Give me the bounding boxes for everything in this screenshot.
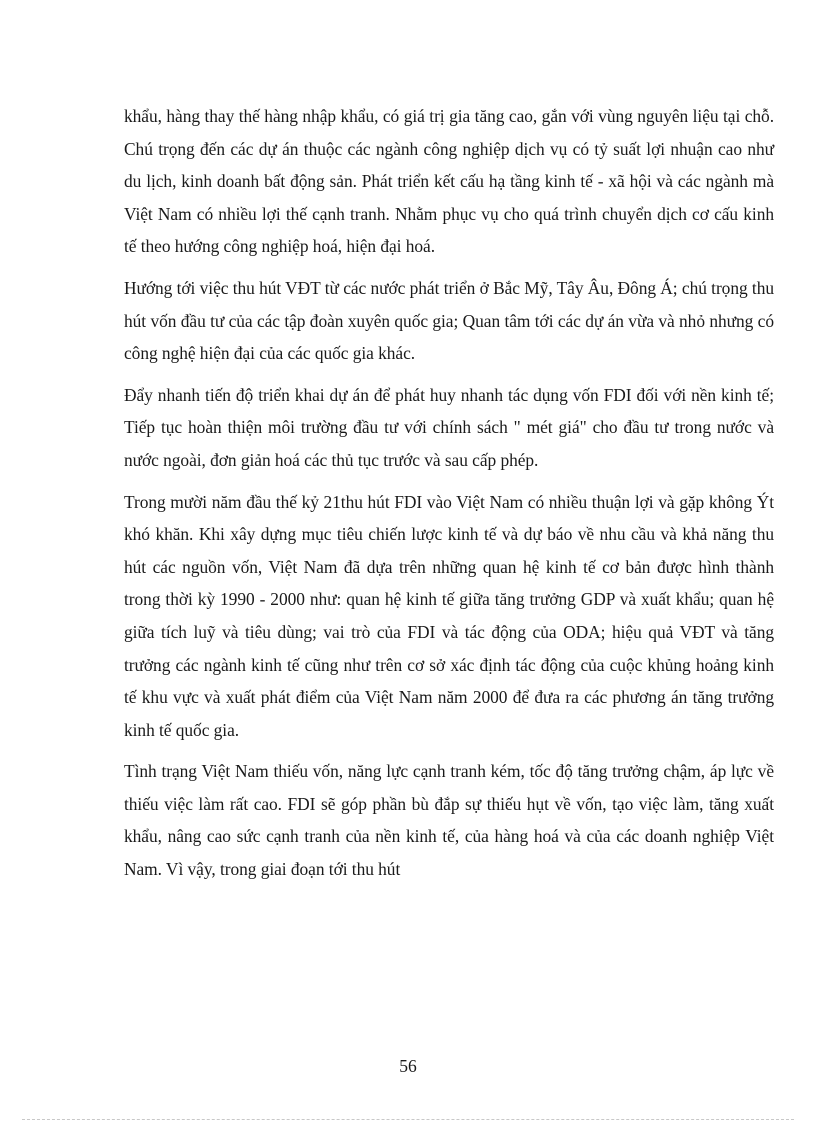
paragraph-5: Tình trạng Việt Nam thiếu vốn, năng lực cạnh tranh kém, tốc độ tăng trưởng chậm, áp lực về thiếu việc làm rất cao. FDI sẽ góp phần bù đắp sự thiếu hụt về vốn, tạo việc làm, tăng xuất khẩu, nâng cao sức cạnh tranh của nền kinh tế, của hàng hoá và của các doanh nghiệp Việt Nam. Vì vậy, trong giai đoạn tới thu hút [124,761,774,880]
paragraph-2: Hướng tới việc thu hút VĐT từ các nước phát triển ở Bắc Mỹ, Tây Âu, Đông Á; chú trọng thu hút vốn đầu tư của các tập đoàn xuyên quốc gia; Quan tâm tới các dự án vừa và nhỏ nhưng có công nghệ hiện đại của các quốc gia khác. [124,277,774,364]
paragraph-4: Trong mười năm đầu thế kỷ 21thu hút FDI vào Việt Nam có nhiều thuận lợi và gặp không Ýt khó khăn. Khi xây dựng mục tiêu chiến lược kinh tế và dự báo về nhu cầu và khả năng thu hút các nguồn vốn, Việt Nam đã dựa trên những quan hệ kinh tế cơ bản được hình thành trong thời kỳ 1990 - 2000 như: quan hệ kinh tế giữa tăng trưởng GDP và xuất khẩu; quan hệ giữa tích luỹ và tiêu dùng; vai trò của FDI và tác động của ODA; hiệu quả VĐT và tăng trưởng các ngành kinh tế cũng như trên cơ sở xác định tác động của cuộc khủng hoảng kinh tế khu vực và xuất phát điểm của Việt Nam năm 2000 để đưa ra các phương án tăng trưởng kinh tế quốc gia. [124,491,774,740]
paragraph-1: khẩu, hàng thay thế hàng nhập khẩu, có giá trị gia tăng cao, gắn với vùng nguyên liệu tại chỗ. Chú trọng đến các dự án thuộc các ngành công nghiệp dịch vụ có tỷ suất lợi nhuận cao như du lịch, kinh doanh bất động sản. Phát triển kết cấu hạ tầng kinh tế - xã hội và các ngành mà Việt Nam có nhiều lợi thế cạnh tranh. Nhằm phục vụ cho quá trình chuyển dịch cơ cấu kinh tế theo hướng công nghiệp hoá, hiện đại hoá. [124,106,774,257]
body-text [124,100,774,895]
page-bottom-divider [22,1119,794,1120]
page-number: 56 [399,1056,417,1076]
paragraph-3: Đẩy nhanh tiến độ triển khai dự án để phát huy nhanh tác dụng vốn FDI đối với nền kinh tế; Tiếp tục hoàn thiện môi trường đầu tư với chính sách " mét giá" cho đầu tư trong nước và nước ngoài, đơn giản hoá các thủ tục trước và sau cấp phép. [124,384,774,470]
